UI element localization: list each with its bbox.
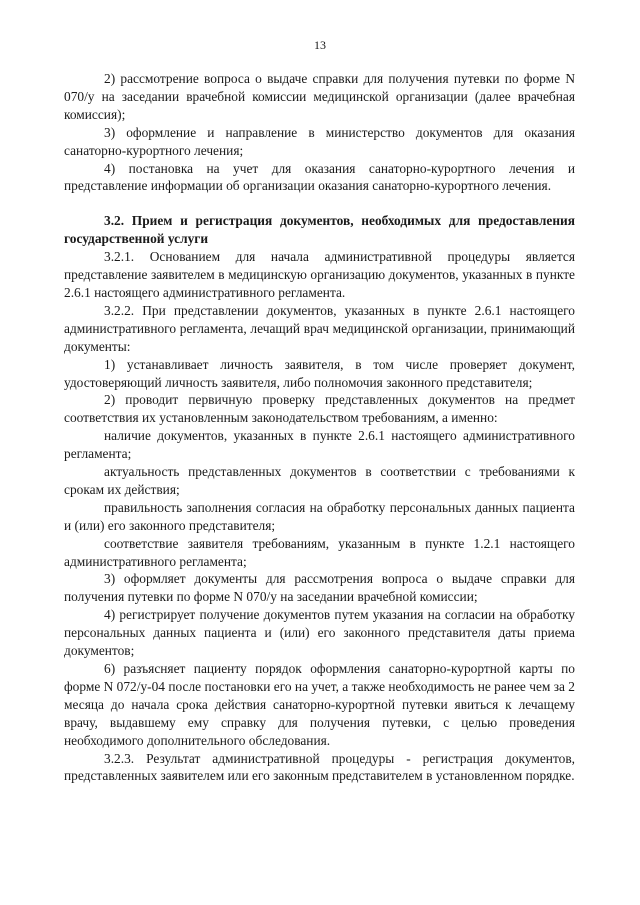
list-item-register-receipt: 4) регистрирует получение документов путем указания на согласии на обработку персональных данных пациента и (или) его законного представителя даты приема документов; (64, 607, 575, 659)
list-item-identity: 1) устанавливает личность заявителя, в том числе проверяет документ, удостоверяющий личность заявителя, либо полномочия законного представителя; (64, 356, 575, 390)
list-item-explain-procedure: 6) разъясняет пациенту порядок оформления санаторно-курортной карты по форме N 072/у-04 после постановки его на учет, а также необходимость не ранее чем за 2 месяца до начала срока действия санаторно-курортной путевки явиться к лечащему врачу, выдавшему ему справку для получения путевки, с целью проведения необходимого дополнительного обследования. (64, 661, 576, 748)
paragraph-3-2-2: 3.2.2. При представлении документов, указанных в пункте 2.6.1 настоящего административного регламента, лечащий врач медицинской организации, принимающий документы: (64, 302, 575, 354)
page-number: 13 (314, 38, 326, 52)
paragraph-stage-4: 4) постановка на учет для оказания санаторно-курортного лечения и представление информации об организации оказания санаторно-курортного лечения. (64, 160, 575, 194)
list-item-primary-check: 2) проводит первичную проверку представленных документов на предмет соответствия их установленным законодательством требованиям, а именно: (64, 392, 575, 426)
paragraph-stage-2: 2) рассмотрение вопроса о выдаче справки для получения путевки по форме N 070/у на заседании врачебной комиссии медицинской организации (далее врачебная комиссия); (64, 71, 575, 122)
paragraph-3-2-1: 3.2.1. Основанием для начала административной процедуры является представление заявителем в медицинскую организацию документов, указанных в пункте 2.6.1 настоящего административного регламента. (64, 249, 575, 300)
sub-item-documents-present: наличие документов, указанных в пункте 2.6.1 настоящего административного регламента; (64, 428, 575, 462)
section-heading-3-2: 3.2. Прием и регистрация документов, необходимых для предоставления государственной услуги (64, 213, 575, 247)
paragraph-stage-3: 3) оформление и направление в министерство документов для оказания санаторно-курортного лечения; (64, 124, 575, 158)
sub-item-applicant-compliance: соответствие заявителя требованиям, указанным в пункте 1.2.1 настоящего административного регламента; (64, 535, 575, 569)
paragraph-3-2-3: 3.2.3. Результат административной процедуры - регистрация документов, представленных заявителем или его законным представителем в установленном порядке. (64, 750, 575, 784)
sub-item-consent-correct: правильность заполнения согласия на обработку персональных данных пациента и (или) его законного представителя; (64, 499, 575, 533)
sub-item-documents-actual: актуальность представленных документов в соответствии с требованиями к срокам их действия; (64, 464, 575, 497)
list-item-prepare-documents: 3) оформляет документы для рассмотрения вопроса о выдаче справки для получения путевки по форме N 070/у на заседании врачебной комиссии; (64, 571, 575, 605)
document-body (64, 70, 575, 785)
